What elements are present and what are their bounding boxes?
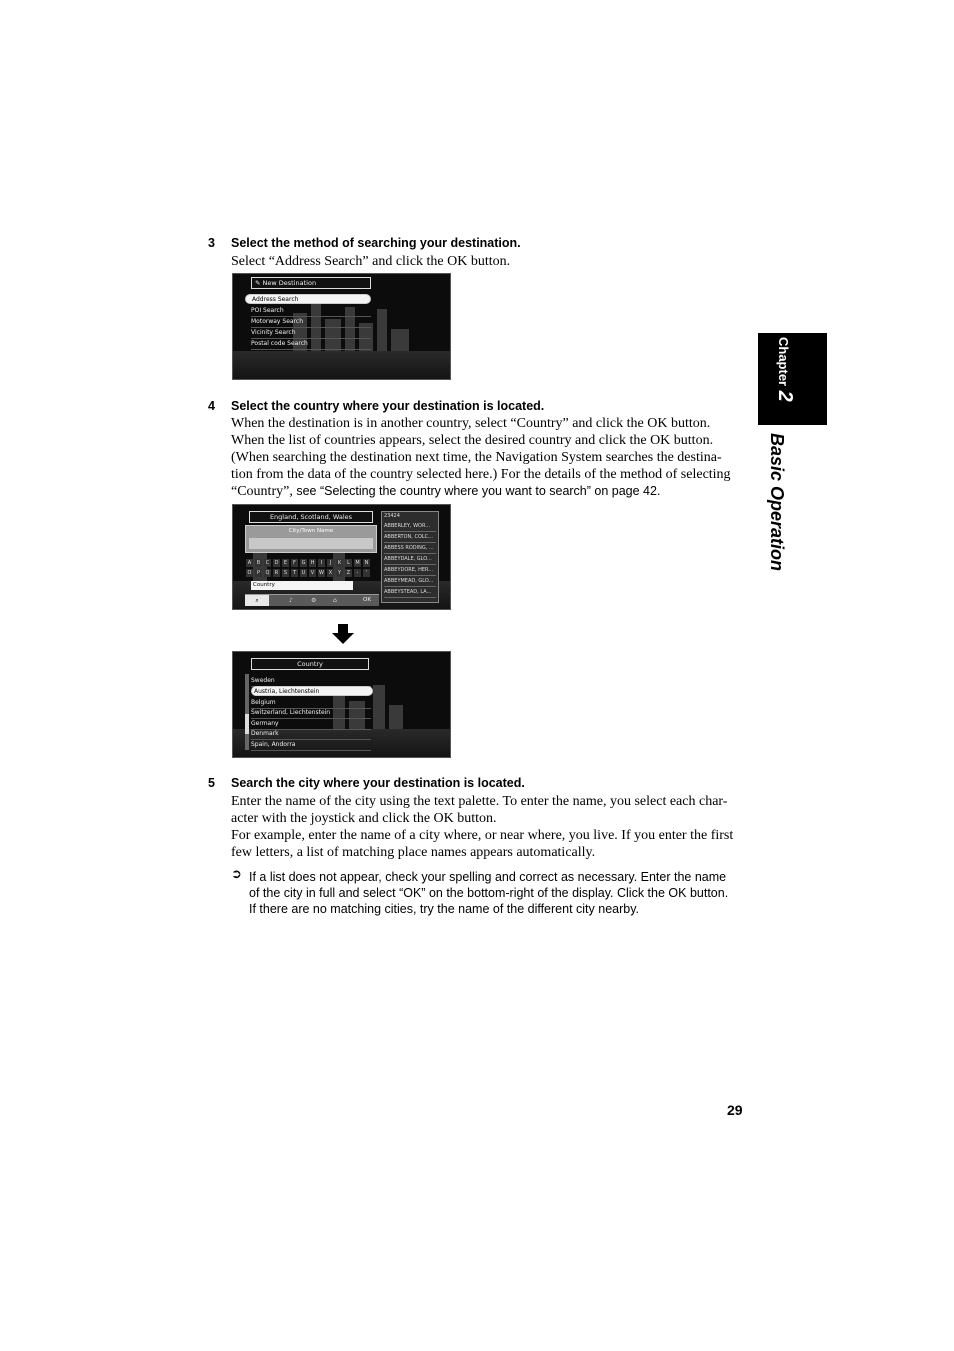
step-4-number: 4 [208, 399, 215, 413]
step-4-line-5-serif: “Country”, [231, 484, 297, 499]
step-5-line-4: few letters, a list of matching place names appears automatically. [231, 845, 596, 860]
screenshot-city-search [232, 504, 451, 610]
country-item-belgium[interactable]: Belgium [251, 698, 371, 709]
pen-icon: ✎ [255, 279, 261, 287]
city-field-label: City/Town Name [288, 528, 334, 534]
note-arrow-icon: ➲ [231, 867, 242, 882]
step-5-title: Search the city where your destination is located. [231, 776, 525, 790]
keyboard-key[interactable]: C [265, 560, 270, 566]
keyboard-key[interactable]: F [291, 559, 298, 567]
keyboard-key[interactable]: T [292, 570, 297, 576]
country-item-switzerland[interactable]: Switzerland, Liechtenstein [251, 708, 371, 719]
chapter-word: Chapter [776, 337, 791, 387]
keyboard-key[interactable]: A [247, 560, 252, 566]
chapter-number: 2 [774, 390, 796, 402]
keyboard-key[interactable]: G [301, 560, 306, 566]
keyboard-key[interactable]: E [283, 560, 288, 566]
country-item-sweden[interactable]: Sweden [251, 676, 371, 687]
keyboard-key[interactable]: ' [363, 569, 370, 577]
keyboard-key[interactable]: U [301, 570, 306, 576]
scrollbar-thumb[interactable] [245, 714, 249, 734]
result-item[interactable]: ABBEYSTEAD, LA... [384, 588, 436, 598]
keyboard-key[interactable]: Z [346, 570, 351, 576]
step-4-line-2: When the list of countries appears, select the desired country and click the OK button. [231, 433, 714, 448]
result-item[interactable]: ABBEYDALE, GLO... [384, 555, 436, 565]
keyboard-key[interactable]: K [337, 560, 342, 566]
results-list [381, 511, 439, 603]
chapter-label [766, 337, 796, 421]
keyboard-key[interactable]: J [327, 559, 334, 567]
search-icon[interactable]: ⌕ [245, 595, 269, 606]
page-reference: see “Selecting the country where you want to search” on page 42. [296, 484, 661, 498]
scrollbar[interactable] [245, 674, 249, 750]
screen-title-bar [251, 277, 371, 289]
step-4-line-5 [231, 483, 746, 500]
step-5-line-3: For example, enter the name of a city where, or near where, you live. If you enter the first [231, 828, 734, 843]
keyboard-key[interactable]: W [319, 570, 324, 576]
sound-icon[interactable]: ♪ [289, 597, 293, 604]
result-item[interactable]: ABBEYMEAD, GLO... [384, 577, 436, 587]
menu-item-motorway-search[interactable]: Motorway Search [251, 317, 371, 328]
keyboard-key[interactable]: Y [337, 570, 342, 576]
keyboard-key[interactable]: O [247, 570, 252, 576]
keyboard-key[interactable]: M [355, 560, 360, 566]
country-item-austria[interactable]: Austria, Liechtenstein [251, 686, 373, 696]
chapter-tab [758, 333, 827, 425]
note-line-3: If there are no matching cities, try the name of the different city nearby. [249, 902, 640, 916]
keyboard-key[interactable]: P [256, 570, 260, 576]
screen-title: New Destination [262, 279, 317, 287]
screenshot-country-list [232, 651, 451, 758]
menu-item-poi-search[interactable]: POI Search [251, 306, 371, 317]
step-4-line-4: tion from the data of the country selected here.) For the details of the method of selecting [231, 467, 731, 482]
keyboard-key[interactable]: H [310, 560, 315, 566]
country-item-denmark[interactable]: Denmark [251, 729, 371, 740]
city-name-field[interactable] [245, 525, 377, 553]
country-item-germany[interactable]: Germany [251, 719, 371, 730]
step-3-number: 3 [208, 236, 215, 250]
keyboard-key[interactable]: Q [265, 570, 270, 576]
step-5-number: 5 [208, 776, 215, 790]
step-3-title: Select the method of searching your destination. [231, 236, 521, 250]
result-count: 23424 [384, 513, 400, 519]
map-icon[interactable]: ⌂ [333, 597, 337, 604]
road-background [233, 351, 450, 379]
menu-item-address-search[interactable]: Address Search [245, 294, 371, 304]
page-number: 29 [727, 1102, 743, 1118]
screenshot-new-destination [232, 273, 451, 380]
country-item-spain[interactable]: Spain, Andorra [251, 740, 371, 751]
city-name-input[interactable] [249, 538, 373, 549]
keyboard-key[interactable]: B [256, 560, 261, 566]
step-5-line-2: acter with the joystick and click the OK button. [231, 811, 497, 826]
setting-icon[interactable]: ⚙ [311, 597, 317, 604]
menu-item-postal-code-search[interactable]: Postal code Search [251, 339, 371, 350]
note-line-2: of the city in full and select “OK” on the bottom-right of the display. Click the OK button. [249, 886, 729, 900]
country-button[interactable]: Country [251, 581, 353, 590]
country-screen-title: Country [251, 658, 369, 670]
keyboard-key[interactable]: N [364, 560, 369, 566]
bottom-toolbar [245, 594, 379, 606]
keyboard-key[interactable]: S [283, 570, 288, 576]
region-title: England, Scotland, Wales [249, 511, 373, 523]
keyboard-key[interactable]: X [328, 570, 333, 576]
step-4-line-3: (When searching the destination next time, the Navigation System searches the destina- [231, 450, 722, 465]
result-item[interactable]: ABBERTON, COLC... [384, 533, 436, 543]
step-3-text: Select “Address Search” and click the OK button. [231, 254, 511, 269]
section-title: Basic Operation [767, 433, 787, 572]
down-arrow-icon [332, 624, 354, 644]
step-4-title: Select the country where your destination is located. [231, 399, 545, 413]
keyboard-key[interactable]: V [310, 570, 315, 576]
keyboard-key[interactable]: R [274, 570, 279, 576]
keyboard-key[interactable]: D [274, 560, 279, 566]
result-item[interactable]: ABBEYDORE, HER... [384, 566, 436, 576]
keyboard-key[interactable]: I [318, 559, 325, 567]
result-item[interactable]: ABBERLEY, WOR... [384, 522, 436, 532]
step-5-line-1: Enter the name of the city using the text palette. To enter the name, you select each char- [231, 794, 728, 809]
step-4-line-1: When the destination is in another country, select “Country” and click the OK button. [231, 416, 711, 431]
menu-item-vicinity-search[interactable]: Vicinity Search [251, 328, 371, 339]
keyboard-key[interactable]: L [345, 559, 352, 567]
result-item[interactable]: ABBESS RODING, ... [384, 544, 436, 554]
ok-button[interactable]: OK [363, 597, 371, 603]
note-line-1: If a list does not appear, check your spelling and correct as necessary. Enter the name [249, 870, 727, 884]
keyboard-key[interactable]: - [354, 569, 361, 577]
